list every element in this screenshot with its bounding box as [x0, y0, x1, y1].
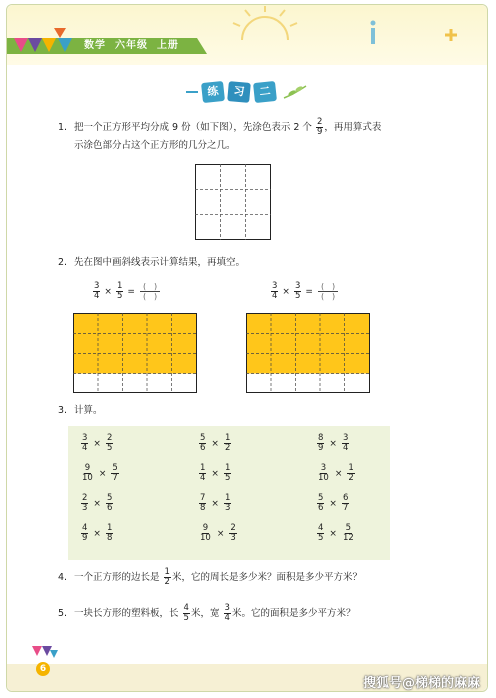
equals-sign: =	[127, 286, 135, 297]
q5-text-c: 米。它的面积是多少平方米？	[231, 608, 356, 619]
blank-den: ( )	[142, 292, 158, 301]
q5-text-b: 米，宽	[190, 608, 220, 619]
calc-item	[316, 434, 350, 453]
calc-frac-num: 1	[348, 463, 354, 473]
header-subject: 数学	[84, 40, 106, 51]
calc-fraction	[106, 524, 113, 543]
calc-fraction	[224, 434, 231, 453]
calc-frac-num: 5	[112, 463, 118, 473]
calc-frac-den: 3	[82, 503, 88, 513]
calc-frac-den: 7	[342, 503, 349, 513]
title-char-3: 二	[253, 81, 277, 103]
times-sign: ×	[104, 286, 112, 297]
calc-frac-num: 1	[224, 493, 231, 503]
calc-frac-den: 5	[224, 473, 231, 483]
calc-fraction	[229, 524, 236, 543]
q2-left-grid[interactable]	[73, 313, 197, 393]
calc-frac-den: 9	[82, 533, 88, 543]
calc-item	[80, 464, 120, 483]
times-sign: ×	[98, 468, 107, 479]
calc-frac-num: 5	[200, 433, 206, 443]
q4-frac-den: 2	[164, 577, 170, 587]
question-4	[58, 568, 362, 587]
times-sign: ×	[93, 438, 101, 449]
q1-frac-den: 9	[316, 127, 323, 137]
calc-frac-den: 8	[200, 503, 206, 513]
calc-frac-num: 8	[318, 433, 324, 443]
page-number: 6	[36, 662, 50, 676]
leaf-icon	[282, 84, 308, 100]
q2-right-b-num: 3	[294, 281, 301, 291]
q2-right-a-den: 4	[272, 291, 278, 301]
q1-number: 1.	[58, 122, 68, 133]
calc-frac-den: 5	[106, 443, 113, 453]
q2-left-expression	[92, 282, 160, 301]
times-sign: ×	[282, 286, 290, 297]
q5-number: 5.	[58, 608, 68, 619]
calc-item	[316, 464, 356, 483]
tangram-logo-icon	[14, 26, 74, 54]
calc-fraction	[81, 464, 94, 483]
calculation-box	[68, 426, 390, 560]
calc-frac-den: 4	[342, 443, 349, 453]
calc-fraction	[81, 524, 88, 543]
calc-frac-den: 9	[318, 443, 324, 453]
header-title	[84, 38, 179, 54]
calc-fraction	[224, 494, 231, 513]
equals-sign: =	[305, 286, 313, 297]
calc-fraction	[342, 434, 349, 453]
q5-text-a: 一块长方形的塑料板，长	[74, 608, 179, 619]
q1-fraction	[316, 118, 323, 137]
title-dash	[186, 91, 198, 93]
calc-frac-num: 9	[202, 523, 209, 533]
q2-left-answer-blank[interactable]	[140, 282, 160, 301]
q2-left-b-num: 1	[116, 281, 123, 291]
calc-frac-num: 7	[200, 493, 206, 503]
times-sign: ×	[93, 528, 101, 539]
times-sign: ×	[329, 498, 337, 509]
calc-frac-den: 10	[200, 533, 211, 543]
q5-frac1-den: 5	[183, 613, 189, 623]
calc-frac-den: 3	[230, 533, 236, 543]
times-sign: ×	[211, 468, 219, 479]
calc-frac-num: 4	[82, 523, 88, 533]
q2-left-a-num: 3	[94, 281, 100, 291]
calc-item	[316, 524, 356, 543]
q2-right-frac-a	[271, 282, 278, 301]
times-sign: ×	[93, 498, 101, 509]
q3-number: 3.	[58, 405, 68, 416]
calc-fraction	[317, 464, 330, 483]
calc-frac-num: 2	[82, 493, 88, 503]
q5-frac2-num: 3	[224, 603, 230, 613]
calc-frac-den: 7	[112, 473, 118, 483]
q1-text-a: 把一个正方形平均分成 9 份（如下图），先涂色表示 2 个	[74, 122, 312, 133]
header-grade: 六年级	[114, 40, 148, 51]
calc-frac-den: 8	[106, 533, 113, 543]
q4-number: 4.	[58, 572, 68, 583]
calc-frac-num: 5	[318, 493, 324, 503]
q2-left-frac-a	[93, 282, 100, 301]
q4-frac-num: 1	[164, 567, 170, 577]
watermark: 搜狐号@梯梯的麻麻	[362, 676, 480, 691]
times-sign: ×	[329, 438, 337, 449]
header-volume: 上册	[156, 40, 179, 51]
i-decoration-icon	[368, 20, 378, 46]
q1-frac-num: 2	[316, 117, 323, 127]
section-title	[186, 82, 308, 102]
plus-decoration-icon	[444, 28, 458, 42]
q2-text: 先在图中画斜线表示计算结果，再填空。	[74, 257, 246, 268]
calc-item	[198, 434, 232, 453]
calc-frac-num: 4	[318, 523, 324, 533]
q5-fraction-1	[183, 604, 190, 623]
question-1	[58, 118, 448, 155]
calc-frac-num: 6	[342, 493, 349, 503]
q2-right-frac-b	[294, 282, 301, 301]
question-3	[58, 402, 103, 420]
calc-frac-num: 1	[224, 463, 231, 473]
calc-item	[316, 494, 350, 513]
calc-frac-den: 10	[318, 473, 329, 483]
q2-left-b-den: 5	[116, 291, 123, 301]
calc-frac-den: 4	[82, 443, 88, 453]
calc-fraction	[317, 434, 324, 453]
calc-frac-num: 1	[200, 463, 206, 473]
calc-fraction	[199, 434, 206, 453]
times-sign: ×	[329, 528, 337, 539]
title-char-1: 练	[201, 81, 225, 103]
q2-right-b-den: 5	[294, 291, 301, 301]
calc-item	[80, 494, 114, 513]
q5-fraction-2	[224, 604, 231, 623]
calc-frac-den: 2	[224, 443, 231, 453]
calc-frac-den: 6	[200, 443, 206, 453]
question-5	[58, 604, 355, 623]
calc-frac-num: 9	[84, 463, 91, 473]
calc-fraction	[342, 494, 349, 513]
q1-text-b: ，再用算式表	[324, 122, 382, 133]
calc-frac-num: 1	[224, 433, 231, 443]
calc-fraction	[106, 494, 113, 513]
q2-right-expression	[270, 282, 338, 301]
title-char-2: 习	[227, 81, 251, 103]
calc-fraction	[199, 524, 212, 543]
calc-frac-num: 1	[106, 523, 113, 533]
q5-frac2-den: 4	[224, 613, 230, 623]
times-sign: ×	[334, 468, 343, 479]
calc-frac-den: 2	[348, 473, 354, 483]
times-sign: ×	[216, 528, 225, 539]
sun-decoration-icon	[230, 6, 300, 40]
calc-item	[80, 434, 114, 453]
calc-frac-num: 3	[342, 433, 349, 443]
calc-fraction	[317, 494, 324, 513]
calc-item	[198, 494, 232, 513]
calc-fraction	[347, 464, 354, 483]
q2-right-a-num: 3	[272, 281, 278, 291]
q4-fraction	[164, 568, 171, 587]
q1-text-c: 示涂色部分占这个正方形的几分之几。	[74, 140, 236, 151]
calc-frac-den: 6	[318, 503, 324, 513]
times-sign: ×	[211, 438, 219, 449]
calc-frac-den: 5	[318, 533, 324, 543]
times-sign: ×	[211, 498, 219, 509]
calc-item	[198, 464, 232, 483]
calc-frac-den: 12	[342, 533, 354, 543]
q2-left-a-den: 4	[94, 291, 100, 301]
calc-fraction	[199, 464, 206, 483]
q2-right-answer-blank[interactable]	[318, 282, 338, 301]
calc-item	[80, 524, 114, 543]
q5-frac1-num: 4	[183, 603, 189, 613]
calc-fraction	[81, 434, 88, 453]
calc-frac-den: 3	[224, 503, 231, 513]
blank-den: ( )	[320, 292, 336, 301]
calc-fraction	[199, 494, 206, 513]
calc-frac-den: 10	[82, 473, 93, 483]
calc-fraction	[224, 464, 231, 483]
calc-fraction	[106, 434, 113, 453]
calc-frac-num: 2	[106, 433, 113, 443]
calc-fraction	[111, 464, 118, 483]
q4-text-b: 米，它的周长是多少米？面积是多少平方米？	[171, 572, 362, 583]
calc-frac-num: 3	[82, 433, 88, 443]
blank-num: ( )	[318, 282, 338, 292]
q3-text: 计算。	[74, 405, 103, 416]
calc-fraction	[342, 524, 355, 543]
calc-item	[198, 524, 238, 543]
calc-frac-num: 5	[106, 493, 113, 503]
calc-frac-den: 4	[200, 473, 206, 483]
q4-text-a: 一个正方形的边长是	[74, 572, 160, 583]
blank-num: ( )	[140, 282, 160, 292]
square-grid	[195, 164, 271, 240]
question-2	[58, 254, 245, 272]
calc-frac-num: 2	[230, 523, 236, 533]
q2-right-grid[interactable]	[246, 313, 370, 393]
q2-left-frac-b	[116, 282, 123, 301]
calc-frac-num: 5	[345, 523, 352, 533]
calc-fraction	[317, 524, 324, 543]
q2-number: 2.	[58, 257, 68, 268]
calc-fraction	[81, 494, 88, 513]
calc-frac-num: 3	[320, 463, 327, 473]
calc-frac-den: 6	[106, 503, 113, 513]
